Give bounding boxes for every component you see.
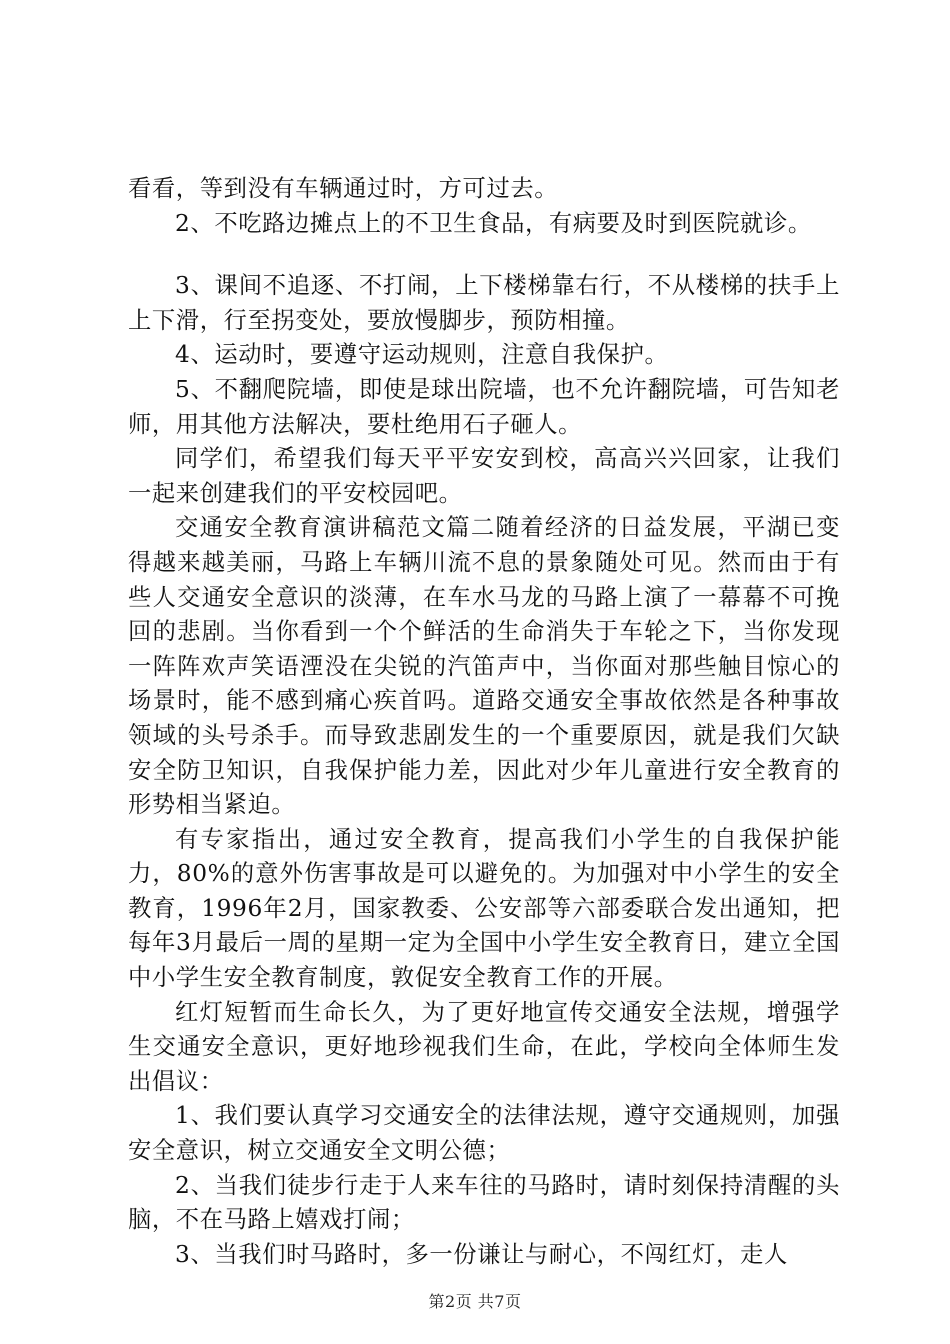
paragraph-experts: 有专家指出，通过安全教育，提高我们小学生的自我保护能力，80%的意外伤害事故是可以避免的。为加强对中小学生的安全教育，1996年2月，国家教委、公安部等六部委联合发出通知，把每年3月最后一周的星期一定为全国中小学生安全教育日，建立全国中小学生安全教育制度，敦促安全教育工作的开展。 (128, 825, 840, 992)
paragraph-initiative-1: 1、我们要认真学习交通安全的法律法规，遵守交通规则，加强安全意识，树立交通安全文明公德； (128, 1102, 840, 1165)
body-text (128, 172, 840, 1272)
paragraph-speech-two: 交通安全教育演讲稿范文篇二随着经济的日益发展，平湖已变得越来越美丽，马路上车辆川流不息的景象随处可见。然而由于有些人交通安全意识的淡薄，在车水马龙的马路上演了一幕幕不可挽回的悲剧。当你看到一个个鲜活的生命消失于车轮之下，当你发现一阵阵欢声笑语湮没在尖锐的汽笛声中，当你面对那些触目惊心的场景时，能不感到痛心疾首吗。道路交通安全事故依然是各种事故领域的头号杀手。而导致悲剧发生的一个重要原因，就是我们欠缺安全防卫知识，自我保护能力差，因此对少年儿童进行安全教育的形势相当紧迫。 (128, 514, 840, 819)
paragraph-item-3-stairs: 3、课间不追逐、不打闹，上下楼梯靠右行，不从楼梯的扶手上上下滑，行至拐变处，要放慢脚步，预防相撞。 (128, 272, 840, 334)
paragraph-item-4-sports: 4、运动时，要遵守运动规则，注意自我保护。 (175, 341, 669, 369)
paragraph-continuation: 看看，等到没有车辆通过时，方可过去。 (128, 175, 559, 202)
paragraph-initiative-2: 2、当我们徒步行走于人来车往的马路时，请时刻保持清醒的头脑，不在马路上嬉戏打闹； (128, 1171, 840, 1234)
paragraph-closing: 同学们，希望我们每天平平安安到校，高高兴兴回家，让我们一起来创建我们的平安校园吧。 (128, 445, 840, 507)
page-number-footer: 第2页 共7页 (428, 1292, 522, 1311)
paragraph-item-5-wall: 5、不翻爬院墙，即使是球出院墙，也不允许翻院墙，可告知老师，用其他方法解决，要杜绝用石子砸人。 (128, 375, 840, 438)
paragraph-initiative: 红灯短暂而生命长久，为了更好地宣传交通安全法规，增强学生交通安全意识，更好地珍视我们生命，在此，学校向全体师生发出倡议： (128, 998, 840, 1095)
paragraph-initiative-3: 3、当我们时马路时，多一份谦让与耐心，不闯红灯，走人 (175, 1240, 788, 1268)
paragraph-item-2-food: 2、不吃路边摊点上的不卫生食品，有病要及时到医院就诊。 (175, 209, 812, 237)
